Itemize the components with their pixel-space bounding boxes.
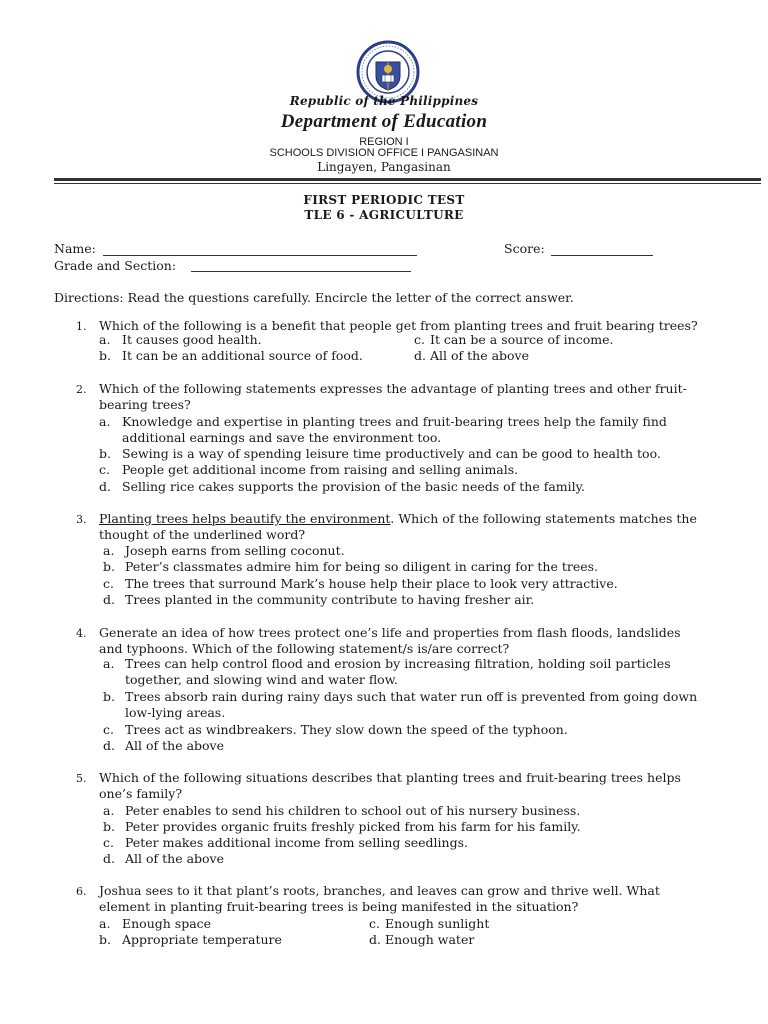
option-letter: a. bbox=[103, 656, 115, 671]
option-text: Appropriate temperature bbox=[122, 932, 282, 947]
option-text: Knowledge and expertise in planting trees and fruit-bearing trees help the family find bbox=[122, 414, 667, 429]
score-field[interactable] bbox=[551, 255, 653, 256]
question-text-cont: and typhoons. Which of the following statement/s is/are correct? bbox=[99, 641, 510, 656]
grade-section-field[interactable] bbox=[191, 271, 411, 272]
option-text: Joseph earns from selling coconut. bbox=[125, 543, 345, 558]
option-text: It can be an additional source of food. bbox=[122, 348, 363, 363]
question-text: Which of the following is a benefit that people get from planting trees and fruit bearing trees? bbox=[99, 318, 698, 333]
grade-section-label: Grade and Section: bbox=[54, 258, 177, 273]
department-name: Department of Education bbox=[280, 111, 488, 132]
option-text: Peter enables to send his children to school out of his nursery business. bbox=[125, 803, 581, 818]
question-text: Which of the following statements expresses the advantage of planting trees and other fruit- bbox=[99, 381, 687, 396]
underlined-phrase: Planting trees helps beautify the environment bbox=[99, 511, 391, 526]
option-text: All of the above bbox=[125, 851, 225, 866]
question-number: 2. bbox=[76, 383, 87, 396]
question-text: Joshua sees to it that plant’s roots, branches, and leaves can grow and thrive well. What bbox=[99, 883, 660, 898]
republic-label: Republic of the Philippines bbox=[289, 94, 479, 108]
question-text-cont: element in planting fruit-bearing trees is being manifested in the situation? bbox=[99, 899, 579, 914]
option-text-cont: additional earnings and save the environment too. bbox=[122, 430, 442, 445]
question-text-rest: . Which of the following statements matches the bbox=[390, 511, 697, 526]
option-text: Selling rice cakes supports the provision of the basic needs of the family. bbox=[122, 479, 586, 494]
option-letter: b. bbox=[103, 689, 115, 704]
question-number: 6. bbox=[76, 885, 87, 898]
option-text: Trees can help control flood and erosion by increasing filtration, holding soil particles bbox=[125, 656, 671, 671]
option-text: Sewing is a way of spending leisure time productively and can be good to health too. bbox=[122, 446, 661, 461]
option-letter: d. bbox=[369, 932, 381, 947]
option-text: The trees that surround Mark’s house help their place to look very attractive. bbox=[125, 576, 618, 591]
test-subject: TLE 6 - AGRICULTURE bbox=[304, 208, 464, 222]
test-title: FIRST PERIODIC TEST bbox=[303, 193, 465, 207]
option-letter: d. bbox=[103, 851, 115, 866]
division-label: SCHOOLS DIVISION OFFICE I PANGASINAN bbox=[269, 147, 499, 159]
option-letter: a. bbox=[103, 803, 115, 818]
option-letter: d. bbox=[103, 738, 115, 753]
question-text-cont: thought of the underlined word? bbox=[99, 527, 306, 542]
option-text: Peter makes additional income from selling seedlings. bbox=[125, 835, 468, 850]
option-letter: a. bbox=[99, 414, 111, 429]
name-field[interactable] bbox=[103, 255, 417, 256]
question-number: 4. bbox=[76, 627, 87, 640]
question-number: 5. bbox=[76, 772, 87, 785]
option-letter: b. bbox=[99, 348, 111, 363]
option-text: It causes good health. bbox=[122, 332, 262, 347]
option-text: Trees absorb rain during rainy days such that water run off is prevented from going down bbox=[125, 689, 698, 704]
option-text: Trees act as windbreakers. They slow down the speed of the typhoon. bbox=[125, 722, 568, 737]
option-letter: d. bbox=[99, 479, 111, 494]
question-text-cont: one’s family? bbox=[99, 786, 183, 801]
question-text: Which of the following situations describes that planting trees and fruit-bearing trees helps bbox=[99, 770, 681, 785]
option-text: Peter’s classmates admire him for being so diligent in caring for the trees. bbox=[125, 559, 599, 574]
option-letter: a. bbox=[99, 332, 111, 347]
option-text: Enough water bbox=[385, 932, 475, 947]
option-letter: d. bbox=[103, 592, 115, 607]
option-letter: c. bbox=[414, 332, 425, 347]
option-text: All of the above bbox=[125, 738, 225, 753]
option-letter: b. bbox=[103, 559, 115, 574]
option-letter: c. bbox=[103, 576, 114, 591]
option-letter: a. bbox=[103, 543, 115, 558]
option-text: It can be a source of income. bbox=[430, 332, 614, 347]
question-number: 3. bbox=[76, 513, 87, 526]
question-number: 1. bbox=[76, 320, 87, 333]
place-label: Lingayen, Pangasinan bbox=[317, 160, 451, 174]
score-label: Score: bbox=[504, 241, 545, 256]
option-text: People get additional income from raising and selling animals. bbox=[122, 462, 519, 477]
option-letter: b. bbox=[99, 446, 111, 461]
option-letter: c. bbox=[103, 835, 114, 850]
region-label: REGION I bbox=[359, 136, 409, 148]
option-letter: d. bbox=[414, 348, 426, 363]
option-text-cont: together, and slowing wind and water flow. bbox=[125, 672, 398, 687]
header-divider-thick bbox=[54, 178, 761, 181]
option-letter: c. bbox=[99, 462, 110, 477]
question-text-cont: bearing trees? bbox=[99, 397, 191, 412]
header-divider-thin bbox=[54, 183, 761, 184]
option-letter: b. bbox=[103, 819, 115, 834]
name-label: Name: bbox=[54, 241, 96, 256]
option-text: Trees planted in the community contribute to having fresher air. bbox=[125, 592, 535, 607]
option-text: Enough sunlight bbox=[385, 916, 490, 931]
directions-text: Directions: Read the questions carefully. Encircle the letter of the correct answer. bbox=[54, 290, 574, 305]
option-letter: a. bbox=[99, 916, 111, 931]
option-letter: c. bbox=[369, 916, 380, 931]
option-text: Enough space bbox=[122, 916, 212, 931]
option-letter: c. bbox=[103, 722, 114, 737]
option-text-cont: low-lying areas. bbox=[125, 705, 226, 720]
option-text: Peter provides organic fruits freshly picked from his farm for his family. bbox=[125, 819, 581, 834]
option-text: All of the above bbox=[430, 348, 530, 363]
question-text bbox=[99, 511, 731, 528]
option-letter: b. bbox=[99, 932, 111, 947]
question-text: Generate an idea of how trees protect one’s life and properties from flash floods, landslides bbox=[99, 625, 681, 640]
